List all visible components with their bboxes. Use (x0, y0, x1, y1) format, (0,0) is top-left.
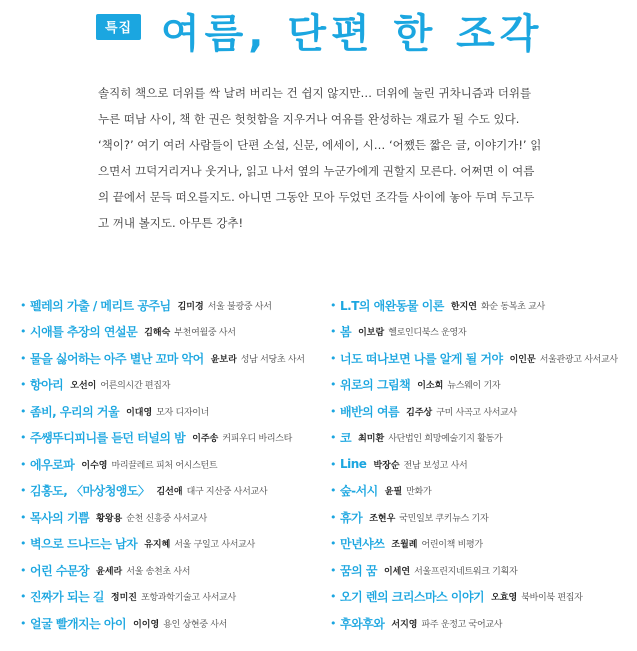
list-item (20, 531, 325, 558)
bullet-icon: • (20, 378, 27, 392)
intro-line: 고 꺼내 볼지도. 아무튼 강추! (98, 216, 244, 230)
bullet-icon: • (20, 298, 27, 312)
recommender-affiliation: 북바이북 편집자 (521, 593, 583, 604)
recommender-name: 박장순 (373, 460, 400, 471)
list-item (20, 345, 325, 372)
list-item (20, 425, 325, 452)
intro-line: 으면서 끄덕거리거나 웃거나, 읽고 나서 옆의 누군가에게 권할지 모른다. 어쩌면 이 여름 (98, 164, 535, 178)
recommender-name: 최미환 (358, 434, 385, 445)
bullet-icon: • (330, 537, 337, 551)
recommender-affiliation: 전남 보성고 사서 (403, 460, 468, 471)
bullet-icon: • (330, 298, 337, 312)
page-title: 여름, 단편 한 조각 (161, 11, 544, 57)
list-item (20, 504, 325, 531)
list-item (20, 292, 325, 319)
recommender-name: 유지혜 (144, 540, 171, 551)
book-title: Line (340, 457, 367, 472)
intro-line: 누른 떠남 사이, 책 한 권은 헛헛함을 지우거나 여유를 완성하는 재료가 될 수도 있다. (98, 112, 520, 126)
book-title: 꿈의 꿈 (340, 563, 377, 578)
bullet-icon: • (20, 484, 27, 498)
list-item (330, 610, 635, 637)
list-item (330, 398, 635, 425)
recommender-name: 이세연 (383, 566, 411, 577)
recommender-name: 김미경 (177, 301, 204, 312)
bullet-icon: • (20, 431, 27, 445)
book-title: 휴가 (340, 510, 363, 525)
recommender-affiliation: 사단법인 희망예술기지 활동가 (388, 434, 503, 445)
bullet-icon: • (330, 510, 337, 524)
bullet-icon: • (330, 484, 337, 498)
recommender-name: 이보람 (358, 328, 385, 339)
bullet-icon: • (20, 457, 27, 471)
header (96, 8, 616, 58)
bullet-icon: • (330, 457, 337, 471)
bullet-icon: • (20, 510, 27, 524)
book-title: 진짜가 되는 길 (30, 590, 104, 605)
recommender-affiliation: 국민일보 쿠키뉴스 기자 (399, 513, 489, 524)
book-title: 물을 싫어하는 아주 별난 꼬마 악어 (30, 351, 204, 366)
intro-text (98, 80, 548, 236)
recommender-affiliation: 대구 지산중 사서교사 (186, 487, 268, 498)
recommender-affiliation: 서울관광고 사서교사 (539, 354, 618, 365)
recommender-name: 이소희 (417, 381, 444, 392)
bullet-icon: • (20, 351, 27, 365)
recommender-name: 이수영 (81, 460, 108, 471)
recommender-affiliation: 뉴스웨이 기자 (447, 381, 501, 392)
list-item (20, 372, 325, 399)
list-item (20, 451, 325, 478)
bullet-icon: • (20, 404, 27, 418)
book-title: 목사의 기쁨 (30, 510, 90, 525)
recommender-name: 오선이 (70, 381, 97, 392)
list-item (330, 557, 635, 584)
recommender-name: 이대영 (126, 407, 153, 418)
bullet-icon: • (330, 325, 337, 339)
book-title: 시애틀 추장의 연설문 (30, 325, 138, 340)
book-title: 어린 수문장 (30, 563, 90, 578)
recommender-name: 이인문 (509, 354, 536, 365)
book-title: 숲-서시 (340, 484, 378, 499)
recommender-affiliation: 구미 사곡고 사서교사 (436, 407, 517, 418)
intro-line: 솔직히 책으로 더위를 싹 날려 버리는 건 쉽지 않지만… 더위에 눌린 귀차니즘과 더위를 (98, 86, 532, 100)
recommender-affiliation: 서울 구일고 사서교사 (174, 540, 255, 551)
list-item (20, 478, 325, 505)
recommender-affiliation: 모자 디자이너 (156, 407, 210, 418)
list-item (330, 584, 635, 611)
list-item (20, 319, 325, 346)
list-item (330, 425, 635, 452)
list-item (20, 584, 325, 611)
recommender-name: 윤세라 (96, 566, 123, 577)
list-item (20, 557, 325, 584)
book-title: 주쌩뚜디피니를 듣던 터널의 밤 (30, 431, 186, 446)
list-item (20, 398, 325, 425)
bullet-icon: • (330, 563, 337, 577)
book-title: 벽으로 드나드는 남자 (30, 537, 138, 552)
recommender-affiliation: 어른의시간 편집자 (100, 381, 171, 392)
list-item (330, 504, 635, 531)
recommender-name: 김주상 (406, 407, 433, 418)
book-title: 코 (340, 431, 352, 446)
book-title: L.T의 애완동물 이론 (340, 298, 444, 313)
book-title: 후와후와 (340, 616, 385, 631)
intro-line: ‘책이?’ 여기 여러 사람들이 단편 소설, 신문, 에세이, 시… ‘어쨌든 짧은 글, 이야기가!’ 읽 (98, 138, 542, 152)
recommender-name: 정미진 (110, 593, 138, 604)
recommender-affiliation: 만화가 (406, 487, 432, 498)
bullet-icon: • (20, 537, 27, 551)
bullet-icon: • (330, 616, 337, 630)
recommender-affiliation: 화순 동복초 교사 (481, 301, 545, 312)
recommender-name: 김선애 (156, 487, 183, 498)
recommender-name: 김해숙 (144, 328, 171, 339)
book-title: 위로의 그림책 (340, 378, 411, 393)
recommender-affiliation: 헬로인디북스 운영자 (388, 328, 467, 339)
right-recommendation-list (330, 292, 635, 637)
book-title: 너도 떠나보면 나를 알게 될 거야 (340, 351, 503, 366)
recommender-affiliation: 부천여월중 사서 (174, 328, 236, 339)
bullet-icon: • (330, 431, 337, 445)
recommender-affiliation: 서울 불광중 사서 (207, 301, 272, 312)
recommender-name: 조월례 (391, 540, 418, 551)
recommender-name: 한지연 (450, 301, 477, 312)
bullet-icon: • (330, 404, 337, 418)
book-title: 에우로파 (30, 457, 75, 472)
bullet-icon: • (20, 616, 27, 630)
book-title: 배반의 여름 (340, 404, 400, 419)
list-item (330, 372, 635, 399)
recommender-name: 이주송 (192, 434, 219, 445)
list-item (330, 451, 635, 478)
left-recommendation-list (20, 292, 325, 637)
recommender-name: 서지영 (391, 619, 418, 630)
list-item (330, 478, 635, 505)
book-title: 봄 (340, 325, 352, 340)
recommender-name: 윤필 (384, 487, 403, 498)
recommender-affiliation: 서울 송천초 사서 (126, 566, 191, 577)
book-title: 좀비, 우리의 거울 (30, 404, 120, 419)
bullet-icon: • (330, 590, 337, 604)
recommender-name: 황왕용 (96, 513, 123, 524)
recommender-affiliation: 커피우디 바리스타 (222, 434, 293, 445)
bullet-icon: • (330, 378, 337, 392)
book-title: 펠레의 가출 / 메리트 공주님 (30, 298, 171, 313)
book-title: 오기 렌의 크리스마스 이야기 (340, 590, 485, 605)
recommender-affiliation: 포항과학기술고 사서교사 (141, 593, 236, 604)
recommender-affiliation: 서울프린지네트워크 기획자 (414, 566, 518, 577)
feature-badge: 특집 (96, 14, 141, 40)
recommender-affiliation: 마리끌레르 피처 어시스턴트 (111, 460, 218, 471)
recommender-name: 조현우 (369, 513, 396, 524)
bullet-icon: • (20, 590, 27, 604)
book-title: 항아리 (30, 378, 64, 393)
recommender-name: 윤보라 (210, 354, 237, 365)
list-item (330, 345, 635, 372)
bullet-icon: • (330, 351, 337, 365)
recommender-affiliation: 순천 신흥중 사서교사 (126, 513, 207, 524)
recommender-affiliation: 성남 서당초 사서 (240, 354, 305, 365)
recommender-affiliation: 어린이책 비평가 (421, 540, 483, 551)
list-item (20, 610, 325, 637)
book-title: 얼굴 빨개지는 아이 (30, 616, 127, 631)
recommender-affiliation: 파주 운정고 국어교사 (421, 619, 503, 630)
recommender-name: 오효영 (491, 593, 518, 604)
list-item (330, 531, 635, 558)
intro-line: 의 끝에서 문득 떠오를지도. 아니면 그동안 모아 두었던 조각들 사이에 놓아 두며 두고두 (98, 190, 535, 204)
list-item (330, 292, 635, 319)
recommender-affiliation: 용인 상현중 사서 (163, 619, 228, 630)
book-title: 김홍도, 〈마상청앵도〉 (30, 484, 150, 499)
book-title: 만년샤쓰 (340, 537, 385, 552)
list-item (330, 319, 635, 346)
recommender-name: 이이영 (133, 619, 160, 630)
bullet-icon: • (20, 563, 27, 577)
bullet-icon: • (20, 325, 27, 339)
